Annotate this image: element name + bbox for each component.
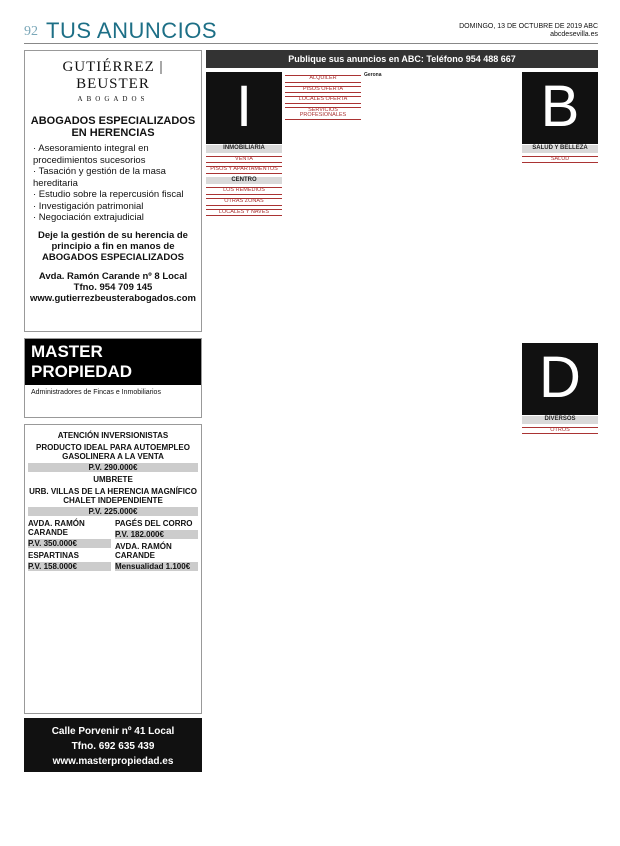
classified-col-2: ALQUILER PISOS OFERTA LOCALES OFERTA SERVICIOS PROFESIONALES: [285, 72, 361, 437]
category-letter-i: I: [206, 72, 282, 144]
classified-col-3: Gerona: [364, 72, 382, 78]
classified-col-4: [443, 72, 519, 437]
section-title: TUS ANUNCIOS: [46, 18, 218, 43]
master-propiedad-ad: MASTER PROPIEDAD Administradores de Fincas e Inmobiliarios: [24, 338, 202, 418]
publish-banner: Publique sus anuncios en ABC: Teléfono 954 488 667: [206, 50, 598, 68]
gutierrez-ad: GUTIÉRREZ | BEUSTER ABOGADOS ABOGADOS ESPECIALIZADOS EN HERENCIAS · Asesoramiento integral en procedimientos sucesorios · Tasación y gestión de la masa hereditaria · Estudio sobre la repercusión fiscal · Investigación patrimonial · Negociación extrajudicial Deje la gestión de su herencia de principio a fin en manos de ABOGADOS ESPECIALIZADOS Avda. Ramón Carande nº 8 Local Tfno. 954 709 145 www.gutierrezbeusterabogados.com: [24, 50, 202, 332]
edition-date: DOMINGO, 13 DE OCTUBRE DE 2019 ABC abcdesevilla.es: [459, 23, 598, 38]
master-contact: Calle Porvenir nº 41 Local Tfno. 692 635 439 www.masterpropiedad.es: [24, 718, 202, 772]
page-header: [24, 18, 598, 44]
master-logo: MASTER PROPIEDAD: [25, 339, 201, 385]
classified-col-5: B SALUD Y BELLEZA SALUD D DIVERSOS OTROS: [522, 72, 598, 437]
classified-col-1: I INMOBILIARIA VENTA PISOS Y APARTAMENTOS CENTRO LOS REMEDIOS OTRAS ZONAS LOCALES Y NAVES: [206, 72, 282, 437]
category-letter-b: B: [522, 72, 598, 144]
classifieds-area: [206, 50, 598, 437]
page-number: 92: [24, 24, 38, 39]
left-column: [24, 50, 202, 772]
gutierrez-web-link[interactable]: www.gutierrezbeusterabogados.com: [30, 292, 196, 304]
category-letter-d: D: [522, 343, 598, 415]
gutierrez-logo: GUTIÉRREZ | BEUSTER: [62, 59, 164, 92]
master-web-link[interactable]: www.masterpropiedad.es: [52, 756, 174, 767]
property-listings: ATENCIÓN INVERSIONISTAS PRODUCTO IDEAL PARA AUTOEMPLEO GASOLINERA A LA VENTA P.V. 290.000€ UMBRETE URB. VILLAS DE LA HERENCIA MAGNÍFICO CHALET INDEPENDIENTE P.V. 225.000€ AVDA. RAMÓN CARANDE P.V. 350.000€ ESPARTINAS P.V. 158.000€ PAGÉS DEL CORRO P.V. 182.000€ AVDA. RAMÓN CARANDE Mensualidad 1.100€: [24, 424, 202, 714]
